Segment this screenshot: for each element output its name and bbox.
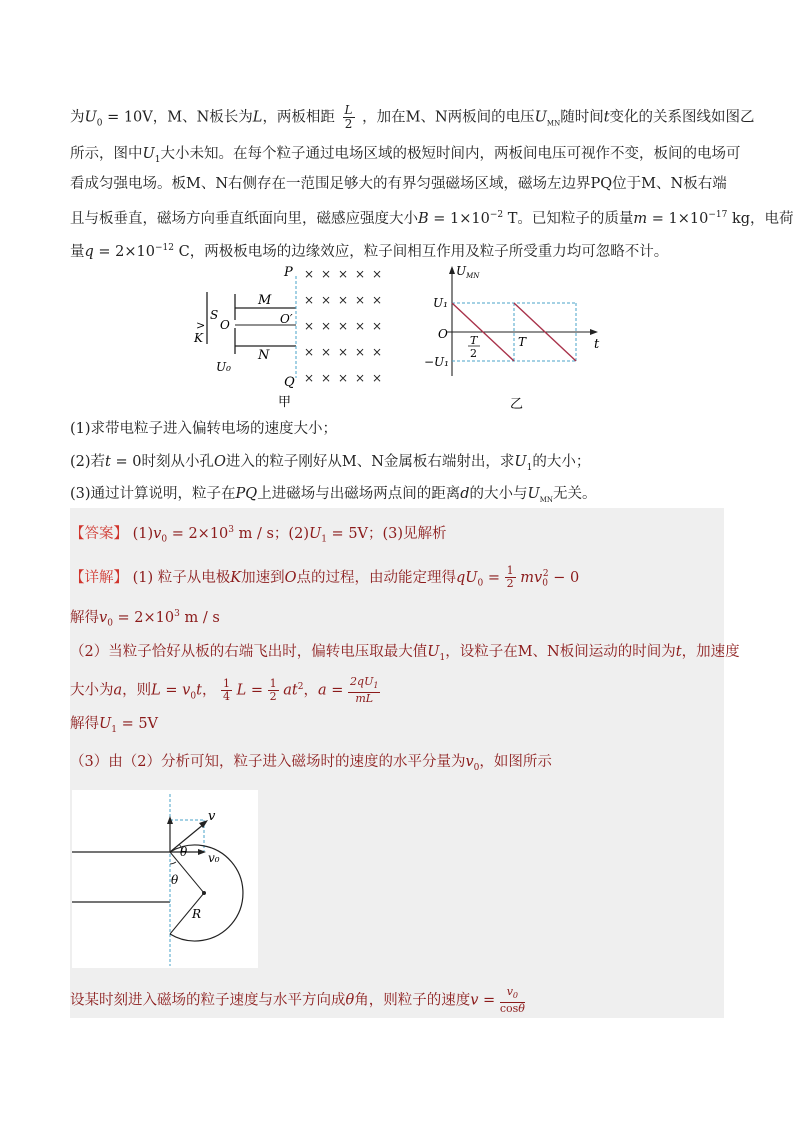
svg-text:×: × bbox=[355, 345, 366, 359]
label-O-prime: O′ bbox=[280, 312, 293, 326]
problem-line-2: 所示，图中$U_1$大小未知。在每个粒子通过电场区域的极短时间内，两板间电压可视作不变，板间的电场可 bbox=[70, 146, 741, 165]
label-arrow-K: > bbox=[196, 319, 206, 332]
svg-text:×: × bbox=[355, 371, 366, 385]
svg-text:×: × bbox=[304, 319, 315, 333]
svg-text:×: × bbox=[338, 371, 349, 385]
svg-text:×: × bbox=[304, 293, 315, 307]
label-theta-2: θ bbox=[171, 873, 179, 887]
label-M: M bbox=[258, 293, 272, 308]
detail-label: 【详解】 bbox=[70, 569, 128, 586]
label-S: S bbox=[210, 308, 219, 322]
label-U0: U₀ bbox=[216, 360, 231, 374]
svg-text:×: × bbox=[372, 319, 383, 333]
label-R: R bbox=[192, 907, 202, 921]
svg-text:×: × bbox=[321, 371, 332, 385]
label-O-origin: O bbox=[438, 327, 448, 341]
svg-text:×: × bbox=[355, 267, 366, 281]
problem-line-3: 看成匀强电场。板M、N右侧存在一范围足够大的有界匀强磁场区域，磁场左边界PQ位于M、N板右端 bbox=[70, 176, 727, 192]
svg-text:×: × bbox=[372, 371, 383, 385]
magnetic-field-marks bbox=[304, 267, 382, 385]
label-P: P bbox=[284, 265, 293, 280]
figure-a-apparatus bbox=[190, 262, 390, 410]
svg-text:×: × bbox=[372, 293, 383, 307]
svg-text:×: × bbox=[338, 345, 349, 359]
label-T-half-num: T bbox=[470, 334, 478, 347]
label-v0: v₀ bbox=[208, 851, 220, 865]
svg-text:×: × bbox=[372, 345, 383, 359]
detail-result-2: 解得$U_1 = 5V$ bbox=[70, 716, 159, 735]
label-theta-1: θ bbox=[180, 845, 188, 859]
label-T-half-den: 2 bbox=[470, 347, 477, 360]
svg-text:×: × bbox=[355, 319, 366, 333]
question-3: (3)通过计算说明，粒子在PQ上进磁场与出磁场两点间的距离d的大小与$U_{MN}$无关。 bbox=[70, 486, 597, 504]
question-2: (2)若t = 0时刻从小孔O进入的粒子刚好从M、N金属板右端射出，求$U_1$的大小； bbox=[70, 454, 591, 473]
label-T: T bbox=[518, 335, 527, 349]
label-y-axis: $U_{MN}$ bbox=[456, 264, 480, 280]
svg-text:×: × bbox=[304, 371, 315, 385]
svg-text:×: × bbox=[338, 293, 349, 307]
svg-text:×: × bbox=[321, 267, 332, 281]
detail-line-2b: 大小为a，则$L = v_0t$， $\frac{1}{4}$ L = $\frac{1}{2}$ $at^2$，a = $\frac{2qU_1}{mL}$ bbox=[70, 675, 379, 706]
detail-line-4: 设某时刻进入磁场的粒子速度与水平方向成θ角，则粒子的速度v = $\frac{v_0}{\cos\theta}$ bbox=[70, 985, 525, 1016]
figure-b-voltage-graph bbox=[418, 262, 608, 412]
svg-text:×: × bbox=[321, 345, 332, 359]
answer-line: 【答案】 $(1)v_0 = 2\times 10^3$ m / s；$(2)U_1 = 5V$；(3)见解析 bbox=[70, 525, 447, 545]
answer-label: 【答案】 bbox=[70, 525, 128, 542]
label-t: t bbox=[594, 337, 600, 352]
svg-text:×: × bbox=[355, 293, 366, 307]
question-1: (1)求带电粒子进入偏转电场的速度大小； bbox=[70, 421, 338, 437]
svg-text:×: × bbox=[338, 319, 349, 333]
label-K: K bbox=[194, 331, 203, 345]
caption-b: 乙 bbox=[510, 397, 524, 412]
detail-line-2a: （2）当粒子恰好从板的右端飞出时，偏转电压取最大值$U_1$，设粒子在M、N板间运动的时间为t，加速度 bbox=[70, 644, 740, 663]
label-O: O bbox=[220, 318, 230, 332]
detail-result-1: 解得$v_0 = 2\times 10^3$ m / s bbox=[70, 609, 220, 629]
svg-text:×: × bbox=[321, 319, 332, 333]
svg-text:×: × bbox=[304, 345, 315, 359]
detail-line-3: （3）由（2）分析可知，粒子进入磁场时的速度的水平分量为$v_0$，如图所示 bbox=[70, 754, 552, 773]
figure-c-trajectory bbox=[72, 790, 258, 968]
detail-line-1: 【详解】 (1) 粒子从电极K加速到O点的过程，由动能定理得$qU_0$ = $\frac{1}{2}$ $mv_0^2 - 0$ bbox=[70, 564, 580, 591]
svg-text:×: × bbox=[372, 267, 383, 281]
label-neg-U1: −U₁ bbox=[424, 355, 449, 369]
svg-text:×: × bbox=[304, 267, 315, 281]
caption-a: 甲 bbox=[278, 395, 292, 410]
label-Q: Q bbox=[284, 375, 295, 390]
problem-line-5: 量$q = 2\times 10^{-12}$ C，两极板电场的边缘效应，粒子间相互作用及粒子所受重力均可忽略不计。 bbox=[70, 243, 669, 260]
label-v: v bbox=[208, 809, 216, 824]
problem-line-1: 为$U_0 = 10V$，M、N板长为L，两板相距 $\frac{L}{2}$ ，加在M、N两板间的电压$U_{MN}$随时间t变化的关系图线如图乙 bbox=[70, 103, 755, 131]
svg-text:×: × bbox=[338, 267, 349, 281]
svg-text:×: × bbox=[321, 293, 332, 307]
label-U1: U₁ bbox=[433, 296, 448, 310]
label-N: N bbox=[258, 348, 270, 363]
problem-line-4: 且与板垂直，磁场方向垂直纸面向里，磁感应强度大小$B = 1\times 10^{-2}$ T。已知粒子的质量$m = 1\times 10^{-17}$ kg，电荷 bbox=[70, 210, 794, 227]
